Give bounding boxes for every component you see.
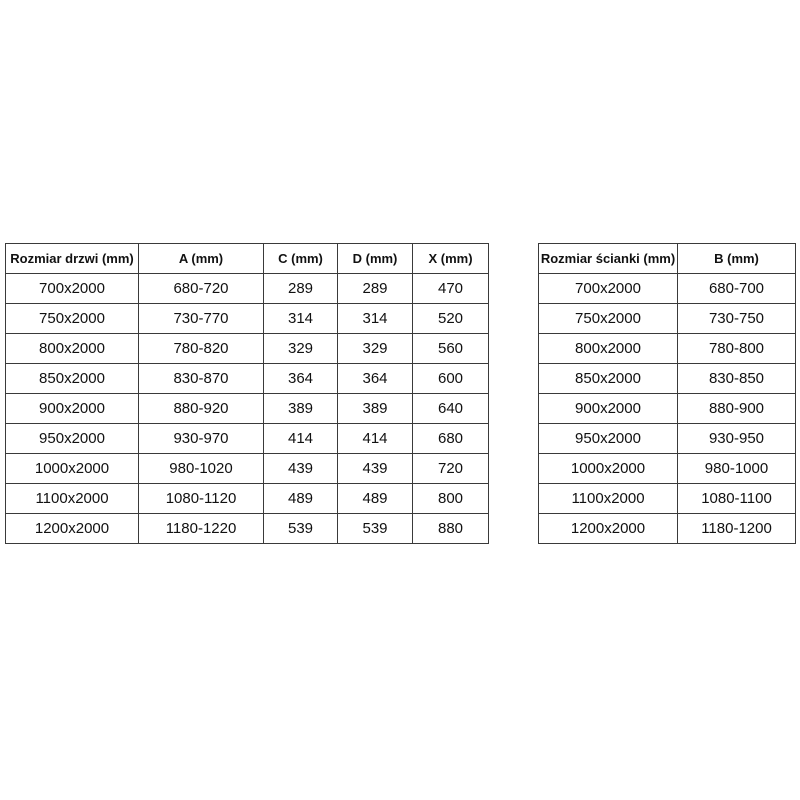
table-cell: 329: [338, 334, 413, 364]
table-cell: 950x2000: [539, 424, 678, 454]
column-header-x: X (mm): [413, 244, 489, 274]
table-cell: 539: [264, 514, 338, 544]
column-header-c: C (mm): [264, 244, 338, 274]
table-row: [539, 394, 796, 424]
table-cell: 560: [413, 334, 489, 364]
table-cell: 800x2000: [539, 334, 678, 364]
table-row: [6, 484, 489, 514]
column-header-rozmiar-scianki: Rozmiar ścianki (mm): [539, 244, 678, 274]
table-header-row: [6, 244, 489, 274]
door-sizes-table: [5, 243, 489, 544]
table-row: [6, 394, 489, 424]
table-row: [6, 334, 489, 364]
table-cell: 1180-1200: [678, 514, 796, 544]
table-row: [539, 454, 796, 484]
table-cell: 364: [264, 364, 338, 394]
table-row: [539, 514, 796, 544]
table-cell: 680: [413, 424, 489, 454]
table-cell: 640: [413, 394, 489, 424]
table-cell: 830-870: [139, 364, 264, 394]
table-header-row: [539, 244, 796, 274]
table-cell: 750x2000: [6, 304, 139, 334]
table-cell: 880-920: [139, 394, 264, 424]
table-cell: 289: [264, 274, 338, 304]
table-cell: 720: [413, 454, 489, 484]
table-row: [6, 514, 489, 544]
table-cell: 314: [338, 304, 413, 334]
table-cell: 1080-1100: [678, 484, 796, 514]
table-cell: 470: [413, 274, 489, 304]
table-cell: 900x2000: [6, 394, 139, 424]
table-cell: 750x2000: [539, 304, 678, 334]
table-cell: 730-770: [139, 304, 264, 334]
table-cell: 930-950: [678, 424, 796, 454]
table-cell: 700x2000: [6, 274, 139, 304]
table-cell: 1100x2000: [6, 484, 139, 514]
table-cell: 489: [264, 484, 338, 514]
table-cell: 680-700: [678, 274, 796, 304]
table-cell: 980-1020: [139, 454, 264, 484]
table-cell: 1000x2000: [6, 454, 139, 484]
table-cell: 1100x2000: [539, 484, 678, 514]
table-cell: 880: [413, 514, 489, 544]
table-cell: 680-720: [139, 274, 264, 304]
table-cell: 329: [264, 334, 338, 364]
table-cell: 389: [264, 394, 338, 424]
table-row: [539, 334, 796, 364]
table-cell: 850x2000: [6, 364, 139, 394]
table-cell: 800: [413, 484, 489, 514]
table-cell: 1200x2000: [539, 514, 678, 544]
table-row: [6, 364, 489, 394]
table-cell: 830-850: [678, 364, 796, 394]
table-cell: 780-820: [139, 334, 264, 364]
column-header-b: B (mm): [678, 244, 796, 274]
table-cell: 414: [338, 424, 413, 454]
table-row: [539, 424, 796, 454]
table-row: [6, 424, 489, 454]
table-cell: 520: [413, 304, 489, 334]
table-cell: 850x2000: [539, 364, 678, 394]
table-cell: 314: [264, 304, 338, 334]
table-cell: 389: [338, 394, 413, 424]
table-cell: 950x2000: [6, 424, 139, 454]
column-header-a: A (mm): [139, 244, 264, 274]
table-cell: 1000x2000: [539, 454, 678, 484]
table-cell: 980-1000: [678, 454, 796, 484]
table-row: [539, 304, 796, 334]
table-cell: 1200x2000: [6, 514, 139, 544]
table-cell: 364: [338, 364, 413, 394]
table-cell: 414: [264, 424, 338, 454]
table-cell: 439: [264, 454, 338, 484]
table-cell: 439: [338, 454, 413, 484]
wall-sizes-table: [538, 243, 796, 544]
table-cell: 1080-1120: [139, 484, 264, 514]
table-row: [539, 274, 796, 304]
column-header-rozmiar-drzwi: Rozmiar drzwi (mm): [6, 244, 139, 274]
table-cell: 539: [338, 514, 413, 544]
table-cell: 289: [338, 274, 413, 304]
table-row: [539, 484, 796, 514]
table-cell: 800x2000: [6, 334, 139, 364]
column-header-d: D (mm): [338, 244, 413, 274]
table-cell: 600: [413, 364, 489, 394]
table-cell: 880-900: [678, 394, 796, 424]
table-cell: 900x2000: [539, 394, 678, 424]
table-cell: 930-970: [139, 424, 264, 454]
table-cell: 700x2000: [539, 274, 678, 304]
table-row: [539, 364, 796, 394]
table-cell: 730-750: [678, 304, 796, 334]
table-cell: 1180-1220: [139, 514, 264, 544]
table-cell: 489: [338, 484, 413, 514]
table-cell: 780-800: [678, 334, 796, 364]
table-row: [6, 274, 489, 304]
table-row: [6, 454, 489, 484]
table-row: [6, 304, 489, 334]
